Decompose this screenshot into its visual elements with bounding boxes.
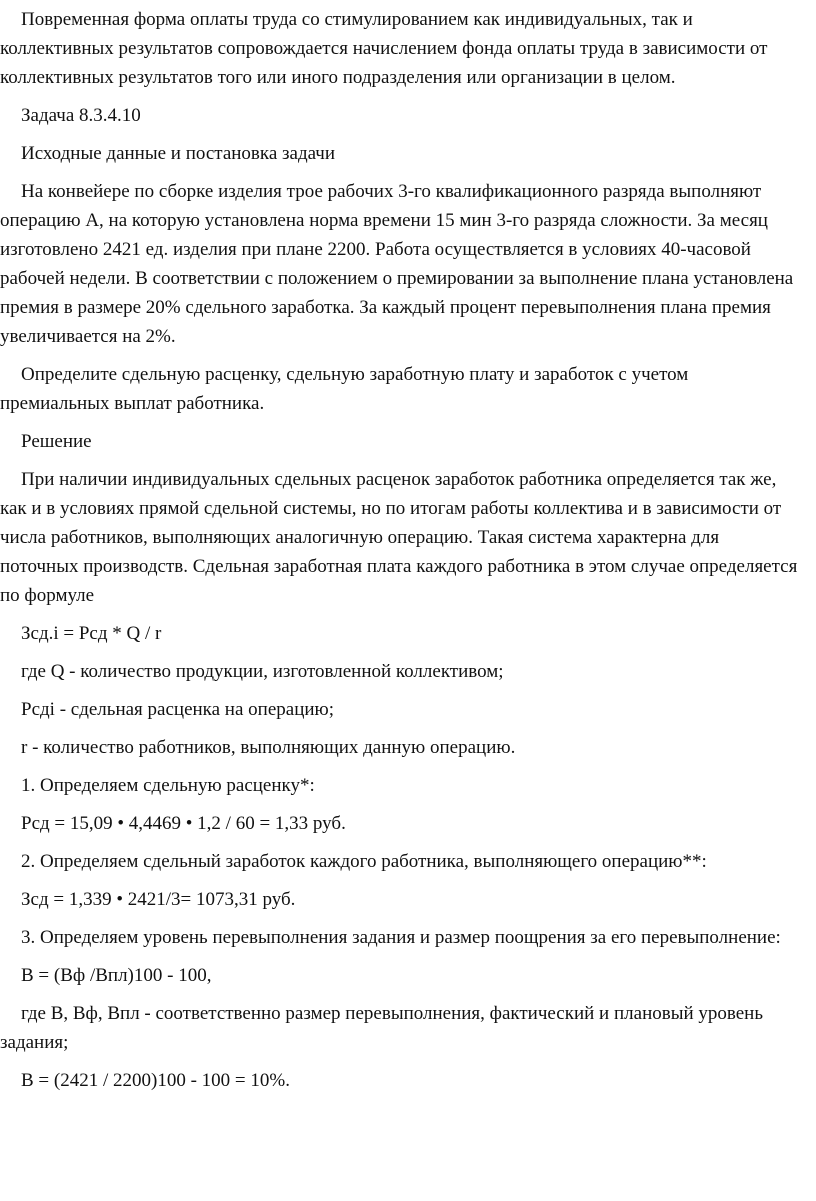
step-2-calculation: Зсд = 1,339 • 2421/3= 1073,31 руб.: [21, 889, 296, 910]
formula-legend-overfulfilment: где В, Вф, Впл - соответственно размер перевыполнения, фактический и плановый уровень задания;: [0, 1003, 764, 1053]
section-heading-solution: Решение: [21, 431, 92, 452]
section-heading-input-data: Исходные данные и постановка задачи: [21, 143, 336, 164]
solution-explanation-paragraph: При наличии индивидуальных сдельных расценок заработок работника определяется так же, как и в условиях прямой сдельной системы, но по итогам работы коллектива и в зависимости от числа работников, выполняющих аналогичную операцию. Такая система характерна для поточных производств. Сдельная заработная плата каждого работника в этом случае определяется по формуле: [0, 469, 798, 606]
formula-piece-wage: Зсд.i = Рсд * Q / r: [21, 623, 162, 644]
formula-overfulfilment: В = (Вф /Впл)100 - 100,: [21, 965, 212, 986]
task-conditions-paragraph: На конвейере по сборке изделия трое рабочих 3-го квалификационного разряда выполняют операцию А, на которую установлена норма времени 15 мин 3-го разряда сложности. За месяц изготовлено 2421 ед. изделия при плане 2200. Работа осуществляется в условиях 40-часовой рабочей недели. В соответствии с положением о премировании за выполнение плана установлена премия в размере 20% сдельного заработка. За каждый процент перевыполнения плана премия увеличивается на 2%.: [0, 181, 794, 347]
task-number: Задача 8.3.4.10: [21, 105, 141, 126]
step-3-heading: 3. Определяем уровень перевыполнения задания и размер поощрения за его перевыполнение:: [21, 927, 781, 948]
step-1-heading: 1. Определяем сдельную расценку*:: [21, 775, 315, 796]
intro-paragraph: Повременная форма оплаты труда со стимулированием как индивидуальных, так и коллективных результатов сопровождается начислением фонда оплаты труда в зависимости от коллективных результатов того или иного подразделения или организации в целом.: [0, 9, 768, 88]
step-2-heading: 2. Определяем сдельный заработок каждого работника, выполняющего операцию**:: [21, 851, 707, 872]
formula-legend-rate: Рсдi - сдельная расценка на операцию;: [21, 699, 334, 720]
step-1-calculation: Рсд = 15,09 • 4,4469 • 1,2 / 60 = 1,33 руб.: [21, 813, 346, 834]
task-question-paragraph: Определите сдельную расценку, сдельную заработную плату и заработок с учетом премиальных выплат работника.: [0, 364, 689, 414]
step-3-calculation: В = (2421 / 2200)100 - 100 = 10%.: [21, 1070, 290, 1091]
formula-legend-q: где Q - количество продукции, изготовленной коллективом;: [21, 661, 504, 682]
formula-legend-r: r - количество работников, выполняющих данную операцию.: [21, 737, 516, 758]
